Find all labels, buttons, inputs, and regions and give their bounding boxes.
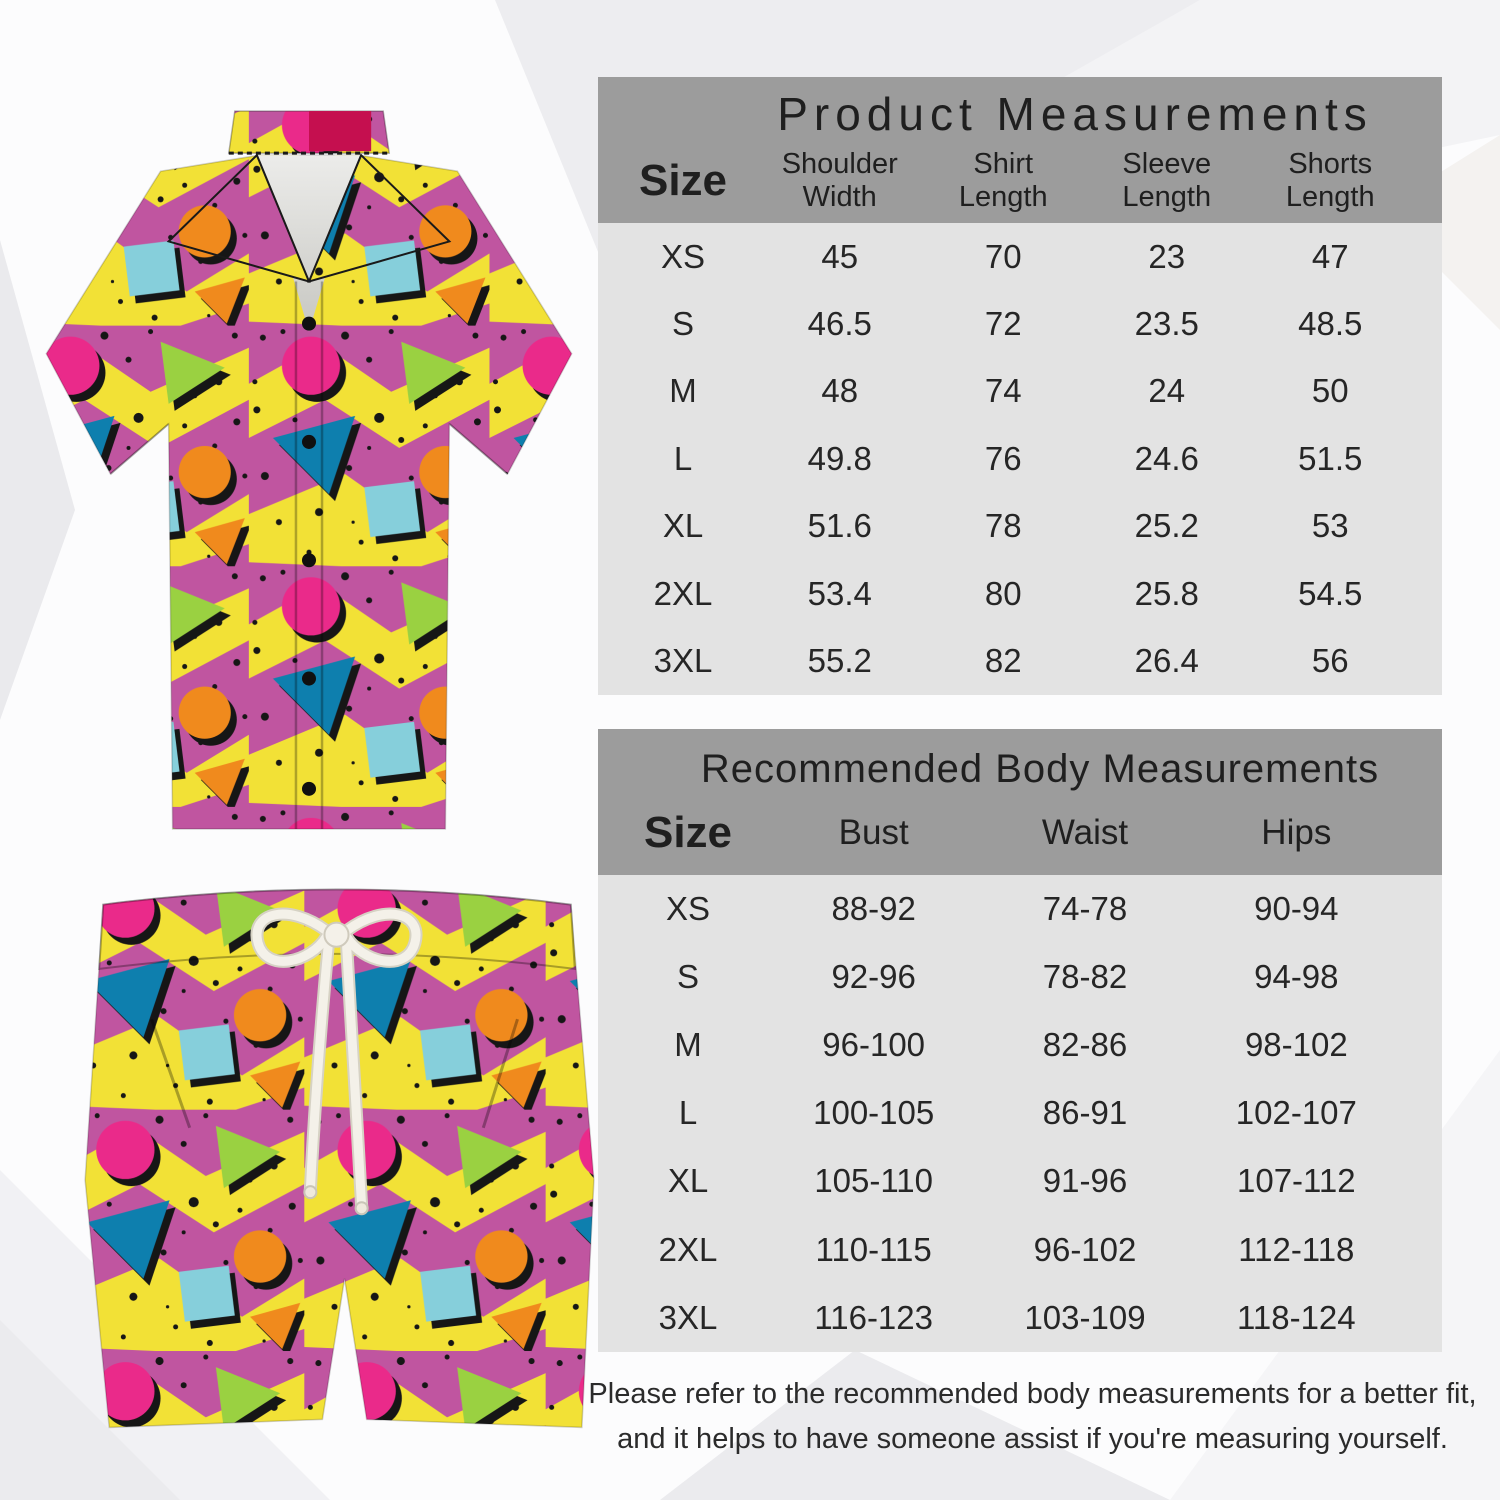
size-cell: M	[669, 372, 697, 410]
product-table-header	[598, 77, 1442, 223]
waist-cell: 91-96	[1042, 1162, 1128, 1200]
size-column-header: Size	[638, 156, 728, 206]
size-cell: 2XL	[653, 574, 713, 612]
size-column-header: Size	[643, 808, 733, 857]
shorts-length-cell: 50	[1311, 372, 1349, 410]
shoulder-width-cell: 49.8	[807, 439, 872, 477]
hips-cell: 118-124	[1236, 1298, 1356, 1336]
waist-cell: 74-78	[1042, 890, 1128, 928]
body-measurement-row	[598, 1147, 1442, 1215]
shorts-illustration	[63, 868, 611, 1462]
product-measurement-row	[598, 425, 1442, 492]
size-cell: 2XL	[658, 1230, 718, 1268]
drawstring-aglet	[304, 1186, 316, 1198]
product-measurement-row	[598, 627, 1442, 694]
shirt-length-cell: 74	[984, 372, 1022, 410]
size-cell: L	[678, 1094, 698, 1132]
collar-red-patch	[309, 111, 371, 151]
bust-cell: 88-92	[831, 890, 916, 928]
bust-cell: 105-110	[814, 1162, 933, 1200]
waist-cell: 96-102	[1033, 1230, 1137, 1268]
size-cell: S	[671, 305, 694, 343]
size-cell: 3XL	[653, 642, 713, 680]
shorts-length-cell: 53	[1311, 507, 1349, 545]
drawstring-aglet	[356, 1202, 368, 1214]
body-measurement-row	[598, 1284, 1442, 1352]
shirt-length-cell: 70	[984, 237, 1022, 275]
size-cell: XL	[662, 507, 704, 545]
body-measurement-row	[598, 875, 1442, 943]
product-measurement-row	[598, 560, 1442, 627]
hips-cell: 112-118	[1238, 1230, 1355, 1268]
hips-cell: 90-94	[1254, 890, 1339, 928]
hips-cell: 102-107	[1235, 1094, 1357, 1132]
shirt-illustration	[8, 85, 610, 847]
shirt-product-image	[8, 85, 610, 847]
shorts-product-image	[63, 868, 611, 1462]
size-cell: XL	[667, 1162, 709, 1200]
hips-cell: 98-102	[1244, 1026, 1348, 1064]
body-measurement-row	[598, 1215, 1442, 1283]
body-table-title: Recommended Body Measurements	[700, 747, 1380, 791]
size-cell: M	[674, 1026, 702, 1064]
shoulder-width-cell: 55.2	[807, 642, 872, 680]
body-measurement-row	[598, 1079, 1442, 1147]
fit-advice-note	[560, 1372, 1500, 1462]
waist-cell: 78-82	[1042, 958, 1128, 996]
size-cell: L	[673, 439, 693, 477]
product-measurement-row	[598, 290, 1442, 357]
waist-cell: 103-109	[1024, 1298, 1146, 1336]
shoulder-width-cell: 51.6	[807, 507, 872, 545]
bust-cell: 110-115	[815, 1230, 932, 1268]
bust-cell: 100-105	[813, 1094, 935, 1132]
hips-column-header: Hips	[1261, 812, 1332, 852]
shorts-length-cell: 47	[1311, 237, 1349, 275]
shoulder-width-column-header: Shoulder Width	[781, 147, 898, 214]
bust-column-header: Bust	[838, 812, 909, 852]
shirt-length-cell: 76	[984, 439, 1022, 477]
fit-advice-line-1: Please refer to the recommended body measurements for a better fit,	[588, 1378, 1477, 1410]
product-table-column-headers	[598, 140, 1442, 223]
sleeve-length-cell: 25.8	[1134, 574, 1199, 612]
shoulder-width-cell: 45	[821, 237, 859, 275]
product-measurement-row	[598, 358, 1442, 425]
body-measurement-row	[598, 1011, 1442, 1079]
sleeve-length-cell: 23.5	[1134, 305, 1199, 343]
shirt-length-cell: 78	[984, 507, 1022, 545]
shorts-length-cell: 56	[1311, 642, 1349, 680]
size-cell: 3XL	[658, 1298, 718, 1336]
bust-cell: 92-96	[831, 958, 916, 996]
waist-cell: 82-86	[1042, 1026, 1128, 1064]
body-table-column-headers	[598, 791, 1442, 875]
product-table-title: Product Measurements	[777, 88, 1373, 140]
shorts-length-cell: 54.5	[1298, 574, 1363, 612]
body-table-header	[598, 729, 1442, 875]
shirt-length-cell: 72	[984, 305, 1022, 343]
sleeve-length-cell: 25.2	[1134, 507, 1199, 545]
size-cell: XS	[665, 890, 711, 928]
shorts-length-column-header: Shorts Length	[1285, 147, 1375, 214]
shoulder-width-cell: 48	[821, 372, 859, 410]
size-cell: XS	[660, 237, 706, 275]
sleeve-length-cell: 24	[1148, 372, 1186, 410]
size-cell: S	[676, 958, 699, 996]
sleeve-length-cell: 23	[1148, 237, 1186, 275]
sleeve-length-cell: 26.4	[1134, 642, 1199, 680]
body-table-body	[598, 875, 1442, 1352]
shoulder-width-cell: 46.5	[807, 305, 872, 343]
fit-advice-line-2: and it helps to have someone assist if you're measuring yourself.	[617, 1423, 1448, 1455]
body-measurement-row	[598, 943, 1442, 1011]
waist-cell: 86-91	[1042, 1094, 1128, 1132]
bust-cell: 116-123	[814, 1298, 933, 1336]
sleeve-length-column-header: Sleeve Length	[1122, 147, 1212, 214]
product-table-body	[598, 223, 1442, 695]
product-measurements-table	[598, 77, 1442, 695]
shorts-length-cell: 48.5	[1298, 305, 1363, 343]
drawstring-knot	[324, 923, 348, 947]
product-measurement-row	[598, 223, 1442, 290]
hips-cell: 94-98	[1254, 958, 1339, 996]
body-measurements-table	[598, 729, 1442, 1352]
shirt-length-cell: 82	[984, 642, 1022, 680]
waist-column-header: Waist	[1041, 812, 1129, 852]
shirt-length-column-header: Shirt Length	[958, 147, 1048, 214]
sleeve-length-cell: 24.6	[1134, 439, 1199, 477]
shorts-body	[85, 889, 594, 1427]
shorts-length-cell: 51.5	[1298, 439, 1363, 477]
shirt-length-cell: 80	[984, 574, 1022, 612]
shoulder-width-cell: 53.4	[807, 574, 872, 612]
product-measurement-row	[598, 493, 1442, 560]
hips-cell: 107-112	[1236, 1162, 1356, 1200]
bust-cell: 96-100	[822, 1026, 926, 1064]
